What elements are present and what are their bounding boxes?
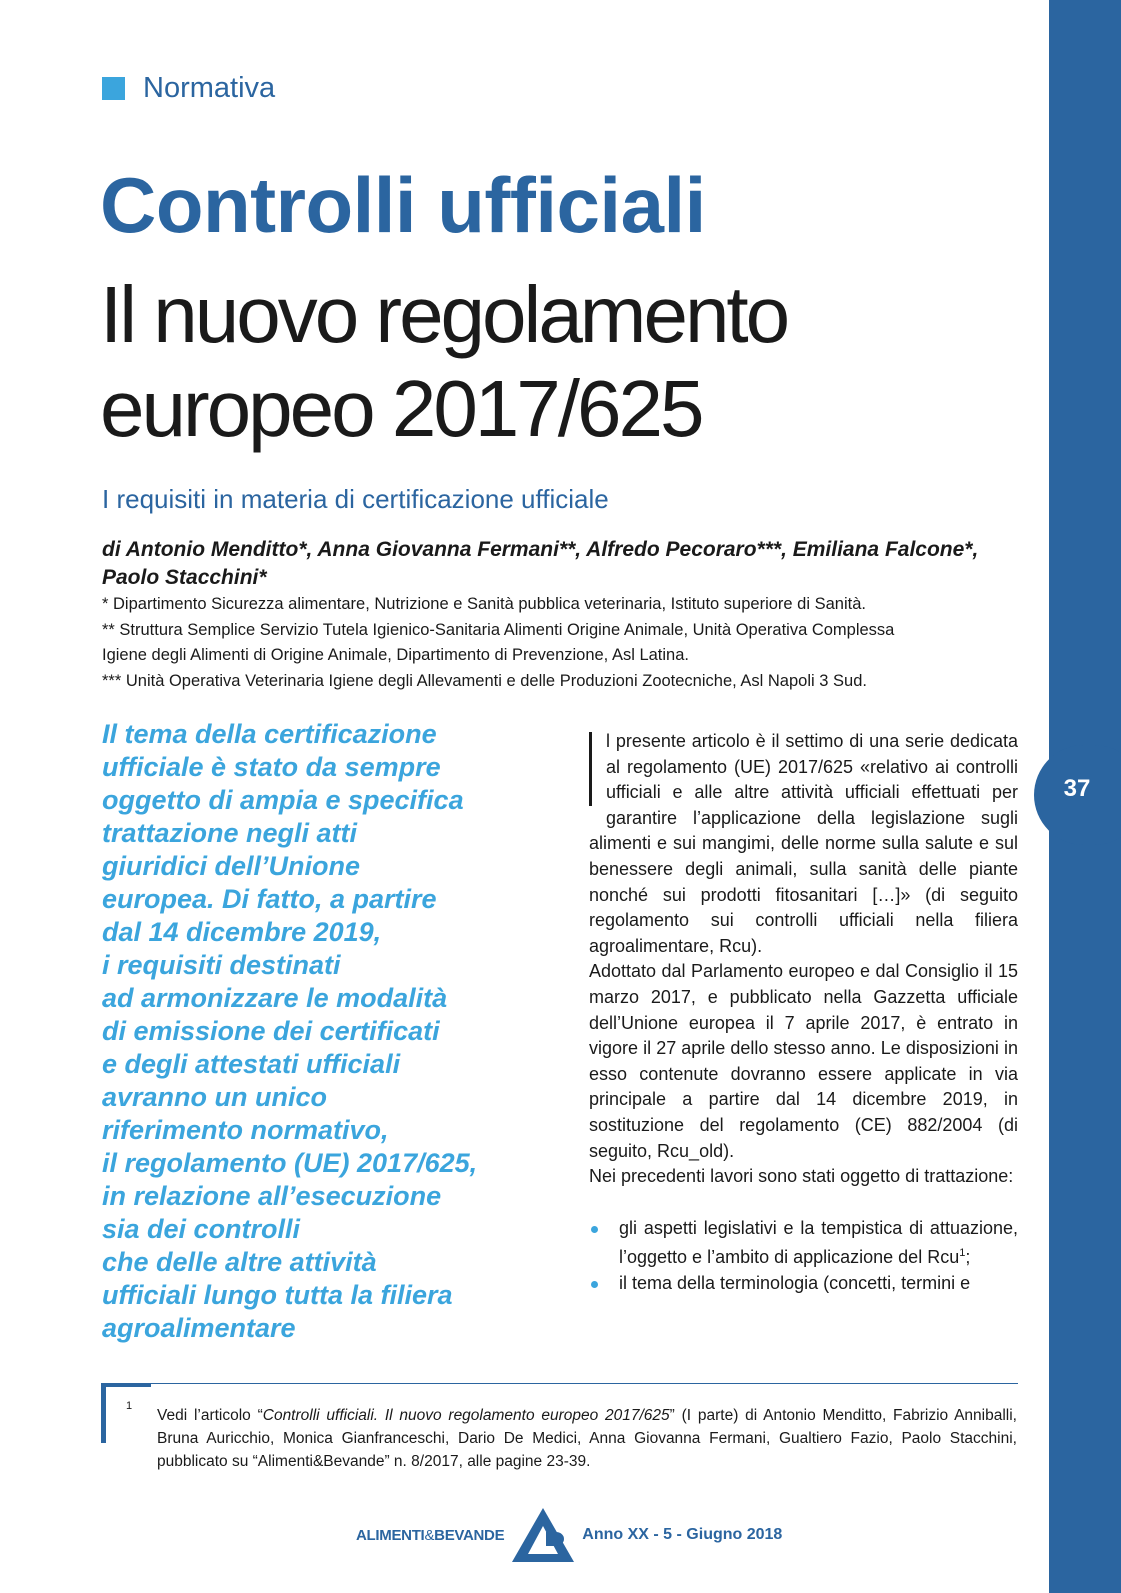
brand-left: ALIMENTI — [356, 1526, 425, 1544]
section-label: Normativa — [143, 71, 276, 104]
affiliation-line: ** Struttura Semplice Servizio Tutela Igienico-Sanitaria Alimenti Origine Animale, Unità Operativa Complessa — [102, 620, 895, 639]
article-subtitle: I requisiti in materia di certificazione ufficiale — [102, 484, 609, 514]
bullet-list — [589, 1216, 1018, 1297]
footnote-italic: Controlli ufficiali. Il nuovo regolamento europeo 2017/625 — [262, 1407, 670, 1424]
body-column — [589, 729, 1018, 1296]
authors: di Antonio Menditto*, Anna Giovanna Fermani**, Alfredo Pecoraro***, Emiliana Falcone*, Paolo Stacchini* — [102, 538, 979, 589]
body-text: l presente articolo è il settimo di una serie dedicata al regolamento (UE) 2017/625 «relativo ai controlli ufficiali e alle altre attività ufficiali effettuati per garantire l’applicazione della legislazione sugli alimenti e sui mangimi, delle norme sulla salute e sul benessere degli animali, sulla sanità delle piante nonché sui prodotti fitosanitari […]» (di seguito regolamento sui controlli ufficiali nella filiera agroalimentare, Rcu). — [589, 731, 1018, 956]
list-item-text: il tema della terminologia (concetti, termini e — [619, 1272, 971, 1293]
footnote-marker-bar — [101, 1387, 106, 1443]
lead-paragraph: Il tema della certificazione ufficiale è stato da sempre oggetto di ampia e specifica trattazione negli atti giuridici dell’Unione europea. Di fatto, a partire dal 14 dicembre 2019, i requisiti destinati ad armonizzare le modalità di emissione dei certificati e degli attestati ufficiali avranno un unico riferimento normativo, il regolamento (UE) 2017/625, in relazione all’esecuzione sia dei controlli che delle altre attività ufficiali lungo tutta la filiera agroalimentare — [102, 719, 478, 1343]
list-item-text: gli aspetti legislativi e la tempistica di attuazione, l’oggetto e l’ambito di applicazione del Rcu — [619, 1217, 1018, 1268]
footnote-marker — [101, 1383, 151, 1387]
footnote-divider — [106, 1383, 1018, 1384]
brand-right: BEVANDE — [434, 1526, 505, 1544]
footnote-text: Vedi l’articolo “ — [157, 1407, 263, 1424]
bullet-icon — [591, 1281, 598, 1288]
list-item — [589, 1271, 1018, 1297]
footer-brand — [356, 1527, 504, 1544]
article-title-subline: Il nuovo regolamento europeo 2017/625 — [100, 270, 788, 453]
body-paragraph: Nei precedenti lavori sono stati oggetto di trattazione: — [589, 1166, 1014, 1187]
affiliations — [102, 592, 1012, 694]
footnote-number: 1 — [126, 1400, 133, 1412]
affiliation-line: * Dipartimento Sicurezza alimentare, Nutrizione e Sanità pubblica veterinaria, Istituto superiore di Sanità. — [102, 595, 866, 613]
body-paragraph: Adottato dal Parlamento europeo e dal Consiglio il 15 marzo 2017, e pubblicato nella Gazzetta ufficiale dell’Unione europea il 7 aprile 2017, è entrato in vigore il 27 aprile dello stesso anno. Le disposizioni in esso contenute dovranno essere applicate in via principale a partire dal 14 dicembre 2019, in sostituzione del regolamento (CE) 882/2004 (di seguito, Rcu_old). — [589, 961, 1018, 1161]
list-item-tail: ; — [965, 1247, 971, 1268]
article-title: Controlli ufficiali — [100, 161, 706, 249]
dropcap-bar — [589, 732, 592, 806]
bullet-icon — [591, 1226, 598, 1233]
brand-amp: & — [424, 1526, 435, 1544]
section-header — [102, 68, 275, 108]
page-footer — [356, 1505, 782, 1565]
body-paragraph — [589, 729, 1018, 959]
page-number: 37 — [1063, 775, 1091, 802]
footnote-text-rest: ” (I parte) di Antonio Menditto, Fabrizio Anniballi, Bruna Auricchio, Monica Gianfranceschi, Dario De Medici, Anna Giovanna Fermani, Gualtiero Fazio, Paolo Stacchini, pubblicato su “Alimenti&Bevande” n. 8/2017, alle pagine 23-39. — [157, 1407, 1017, 1470]
footer-issue: Anno XX - 5 - Giugno 2018 — [582, 1526, 783, 1543]
footnote — [157, 1404, 1017, 1473]
affiliation-line: *** Unità Operativa Veterinaria Igiene degli Allevamenti e delle Produzioni Zootecniche, Asl Napoli 3 Sud. — [102, 671, 867, 690]
footnote-reference[interactable]: 1 — [959, 1247, 966, 1260]
list-item — [589, 1216, 1018, 1271]
footer-logo-icon — [508, 1506, 578, 1564]
affiliation-line: Igiene degli Alimenti di Origine Animale, Dipartimento di Prevenzione, Asl Latina. — [102, 646, 689, 664]
section-marker-icon — [102, 77, 125, 100]
